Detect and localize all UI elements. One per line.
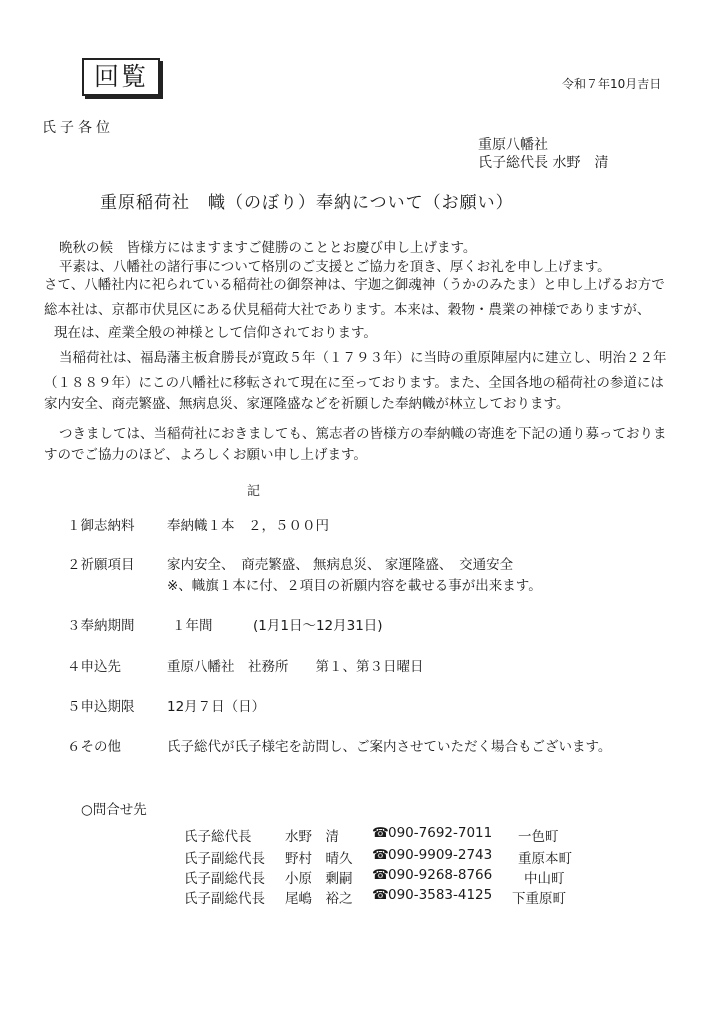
item-label-fee: １御志納料	[67, 518, 135, 534]
item-label-application: ４申込先	[67, 659, 121, 675]
body-line: さて、八幡社内に祀られている稲荷社の御祭神は、宇迦之御魂神（うかのみたま）と申し上げるお方で	[44, 277, 665, 293]
contact-name: 野村 晴久	[285, 851, 353, 867]
contact-name: 小原 剰嗣	[285, 871, 353, 887]
circulation-stamp: 回覧	[82, 58, 160, 96]
contact-role: 氏子副総代長	[184, 871, 265, 887]
contact-town: 重原本町	[518, 851, 572, 867]
contact-phone: ☎090-9909-2743	[372, 847, 493, 863]
item-value-period: １年間 (1月1日〜12月31日)	[172, 618, 383, 634]
item-label-other: ６その他	[67, 739, 121, 755]
contact-phone: ☎090-7692-7011	[372, 825, 493, 841]
item-value-other: 氏子総代が氏子様宅を訪問し、ご案内させていただく場合もございます。	[167, 739, 612, 755]
phone-icon: ☎	[372, 825, 389, 841]
sender-organization: 重原八幡社	[478, 137, 548, 153]
contact-town: 一色町	[518, 829, 559, 845]
addressee: 氏子各位	[42, 120, 114, 136]
body-line: すのでご協力のほど、よろしくお願い申し上げます。	[44, 447, 367, 463]
contact-role: 氏子副総代長	[184, 891, 265, 907]
body-line: 現在は、産業全般の神様として信仰されております。	[54, 325, 377, 341]
body-line: 総本社は、京都市伏見区にある伏見稲荷大社であります。本来は、穀物・農業の神様でありますが、	[44, 302, 651, 318]
item-value-fee: 奉納幟１本 ２，５００円	[167, 518, 329, 534]
document-date: 令和７年10月吉日	[562, 77, 662, 91]
item-note-prayer: ※、幟旗１本に付、２項目の祈願内容を載せる事が出来ます。	[167, 578, 542, 594]
contact-name: 水野 清	[285, 829, 339, 845]
item-value-application: 重原八幡社 社務所 第１、第３日曜日	[167, 659, 424, 675]
body-line: 平素は、八幡社の諸行事について格別のご支援とご協力を頂き、厚くお礼を申し上げます。	[59, 259, 611, 275]
sender-name: 氏子総代長 水野 清	[478, 155, 609, 171]
contact-town: 中山町	[524, 871, 565, 887]
record-mark: 記	[247, 484, 261, 499]
contact-phone: ☎090-9268-8766	[372, 867, 493, 883]
phone-icon: ☎	[372, 847, 389, 863]
document-title: 重原稲荷社 幟（のぼり）奉納について（お願い）	[100, 193, 514, 213]
item-value-prayer: 家内安全、 商売繁盛、 無病息災、 家運隆盛、 交通安全	[167, 557, 514, 573]
contact-role: 氏子副総代長	[184, 851, 265, 867]
body-line: 家内安全、商売繁盛、無病息災、家運隆盛などを祈願した奉納幟が林立しております。	[44, 396, 570, 412]
contact-role: 氏子総代長	[184, 829, 252, 845]
body-line: 当稲荷社は、福島藩主板倉勝長が寛政５年（１７９３年）に当時の重原陣屋内に建立し、明治２２年	[59, 350, 667, 366]
item-label-prayer: ２祈願項目	[67, 557, 135, 573]
contacts-heading: ○問合せ先	[81, 802, 147, 818]
item-value-deadline: 12月７日（日）	[167, 699, 266, 715]
contact-town: 下重原町	[512, 891, 566, 907]
contact-phone: ☎090-3583-4125	[372, 887, 493, 903]
contact-name: 尾嶋 裕之	[285, 891, 353, 907]
body-line: 晩秋の候 皆様方にはますますご健勝のこととお慶び申し上げます。	[59, 240, 477, 256]
body-line: つきましては、当稲荷社におきましても、篤志者の皆様方の奉納幟の寄進を下記の通り募っておりま	[59, 426, 667, 442]
phone-icon: ☎	[372, 887, 389, 903]
phone-icon: ☎	[372, 867, 389, 883]
body-line: （１８８９年）にこの八幡社に移転されて現在に至っております。また、全国各地の稲荷社の参道には	[44, 375, 664, 391]
item-label-deadline: ５申込期限	[67, 699, 135, 715]
item-label-period: ３奉納期間	[67, 618, 135, 634]
